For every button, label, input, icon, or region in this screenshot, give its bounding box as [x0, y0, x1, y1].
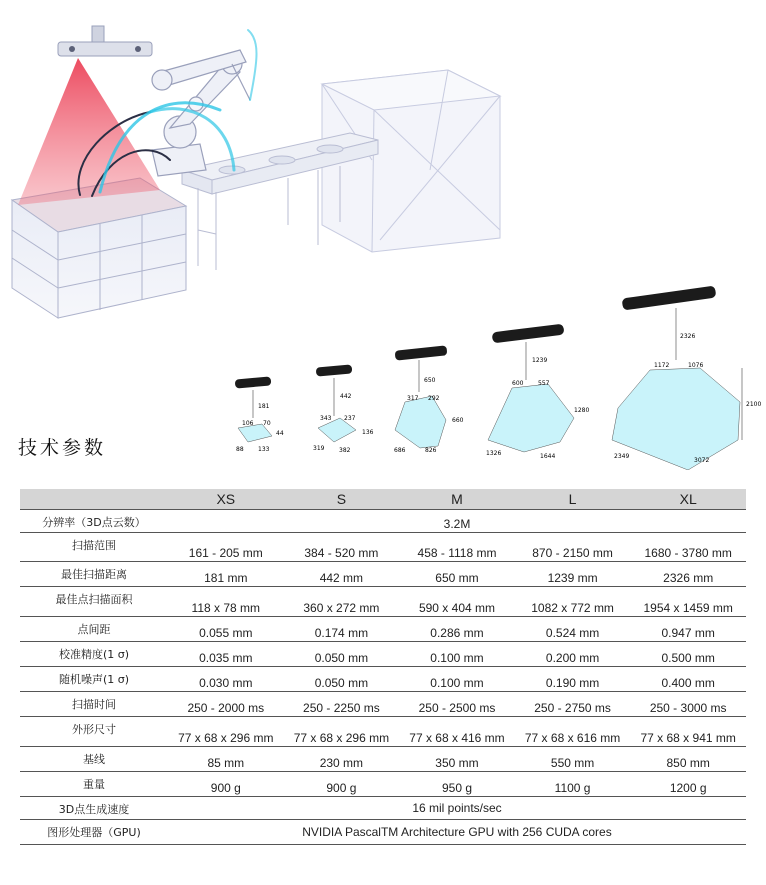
cell-l: 870 - 2150 mm: [515, 532, 631, 561]
cell-xs: 85 mm: [168, 746, 284, 771]
cell-xl: 850 mm: [630, 746, 746, 771]
cell-xs: 181 mm: [168, 561, 284, 586]
header-xl: XL: [630, 489, 746, 509]
s-top-d: 237: [344, 415, 356, 422]
s-standoff: 442: [340, 393, 352, 400]
size-diagram-xl: [612, 286, 761, 470]
spec-row-optimal-area: [20, 586, 746, 616]
header-s: S: [284, 489, 400, 509]
size-diagram-xs: [235, 376, 284, 453]
xs-top-d: 70: [263, 420, 271, 427]
size-diagram-s: [313, 364, 374, 454]
row-label: 最佳扫描距离: [20, 561, 168, 586]
row-label: 随机噪声(1 σ): [20, 666, 168, 691]
spec-row-calibration-accuracy: [20, 641, 746, 666]
cell-m: 0.100 mm: [399, 666, 515, 691]
m-standoff: 650: [424, 377, 436, 384]
row-label: 图形处理器（GPU): [20, 819, 168, 844]
l-top-w: 600: [512, 380, 524, 387]
cell-xs: 250 - 2000 ms: [168, 691, 284, 716]
spec-row-gpu: [20, 819, 746, 844]
scanner-xs-icon: [235, 376, 272, 388]
l-standoff: 1239: [532, 357, 548, 364]
ceiling-scanner: [58, 26, 152, 56]
l-bot-d: 1644: [540, 453, 556, 460]
xs-standoff: 181: [258, 403, 270, 410]
spec-row-point-speed: [20, 796, 746, 819]
xl-height: 2100: [746, 401, 762, 408]
spec-header-row: [20, 489, 746, 509]
row-label: 扫描时间: [20, 691, 168, 716]
scanner-s-icon: [316, 364, 353, 376]
section-title: 技术参数: [18, 437, 107, 459]
l-bot-w: 1326: [486, 450, 502, 457]
row-label: 重量: [20, 771, 168, 796]
cell-l: 0.200 mm: [515, 641, 631, 666]
laser-projection: [18, 58, 160, 205]
spec-row-scan-range: [20, 532, 746, 561]
cell-xl: 0.500 mm: [630, 641, 746, 666]
cell-s: 442 mm: [284, 561, 400, 586]
size-diagram-m: [394, 345, 464, 454]
cell-xl: 0.947 mm: [630, 616, 746, 641]
m-top-d: 292: [428, 395, 440, 402]
row-label: 外形尺寸: [20, 716, 168, 746]
cell-xl: 2326 mm: [630, 561, 746, 586]
row-label: 3D点生成速度: [20, 796, 168, 819]
cell-m: 590 x 404 mm: [399, 586, 515, 616]
header-blank: [20, 489, 168, 509]
cell-xl: 1680 - 3780 mm: [630, 532, 746, 561]
cell-xl: 1200 g: [630, 771, 746, 796]
cell-l: 1239 mm: [515, 561, 631, 586]
cell-xl: 250 - 3000 ms: [630, 691, 746, 716]
cell-xs: 900 g: [168, 771, 284, 796]
cell-m: 77 x 68 x 416 mm: [399, 716, 515, 746]
cell-xs: 0.035 mm: [168, 641, 284, 666]
cell-xs: 77 x 68 x 296 mm: [168, 716, 284, 746]
cell-l: 1082 x 772 mm: [515, 586, 631, 616]
row-label: 校准精度(1 σ): [20, 641, 168, 666]
cell-l: 0.524 mm: [515, 616, 631, 641]
cell-s: 250 - 2250 ms: [284, 691, 400, 716]
spec-row-baseline: [20, 746, 746, 771]
header-m: M: [399, 489, 515, 509]
row-label: 分辨率（3D点云数）: [20, 509, 168, 532]
spec-row-point-spacing: [20, 616, 746, 641]
scanner-size-diagrams: [215, 280, 766, 470]
xl-bot-d: 3072: [694, 457, 710, 464]
xs-top-w: 106: [242, 420, 254, 427]
spec-row-optimal-distance: [20, 561, 746, 586]
row-label: 扫描范围: [20, 532, 168, 561]
xs-bot-w: 88: [236, 446, 244, 453]
row-value-span: NVIDIA PascalTM Architecture GPU with 256 CUDA cores: [168, 819, 746, 844]
cell-s: 0.050 mm: [284, 666, 400, 691]
spec-row-random-noise: [20, 666, 746, 691]
cell-l: 1100 g: [515, 771, 631, 796]
scanner-m-icon: [395, 345, 448, 360]
cell-l: 77 x 68 x 616 mm: [515, 716, 631, 746]
cell-xs: 161 - 205 mm: [168, 532, 284, 561]
l-height: 1280: [574, 407, 590, 414]
cell-m: 350 mm: [399, 746, 515, 771]
cell-m: 0.100 mm: [399, 641, 515, 666]
spec-row-scan-time: [20, 691, 746, 716]
m-bot-d: 826: [425, 447, 437, 454]
cell-s: 230 mm: [284, 746, 400, 771]
xl-standoff: 2326: [680, 333, 696, 340]
cell-m: 0.286 mm: [399, 616, 515, 641]
spec-table: [20, 489, 746, 845]
cell-s: 77 x 68 x 296 mm: [284, 716, 400, 746]
m-height: 660: [452, 417, 464, 424]
cell-s: 360 x 272 mm: [284, 586, 400, 616]
s-bot-d: 382: [339, 447, 351, 454]
cell-l: 250 - 2750 ms: [515, 691, 631, 716]
cell-xs: 0.030 mm: [168, 666, 284, 691]
cell-s: 0.050 mm: [284, 641, 400, 666]
m-bot-w: 686: [394, 447, 406, 454]
cell-xl: 1954 x 1459 mm: [630, 586, 746, 616]
cell-xs: 118 x 78 mm: [168, 586, 284, 616]
s-bot-w: 319: [313, 445, 325, 452]
row-value-span: 3.2M: [168, 509, 746, 532]
row-value-span: 16 mil points/sec: [168, 796, 746, 819]
cell-xl: 77 x 68 x 941 mm: [630, 716, 746, 746]
header-l: L: [515, 489, 631, 509]
l-top-d: 557: [538, 380, 550, 387]
cell-s: 900 g: [284, 771, 400, 796]
xs-bot-d: 133: [258, 446, 270, 453]
cell-xl: 0.400 mm: [630, 666, 746, 691]
cell-xs: 0.055 mm: [168, 616, 284, 641]
header-xs: XS: [168, 489, 284, 509]
cell-m: 250 - 2500 ms: [399, 691, 515, 716]
xl-top-w: 1172: [654, 362, 670, 369]
row-label: 基线: [20, 746, 168, 771]
cell-l: 550 mm: [515, 746, 631, 771]
m-top-w: 317: [407, 395, 419, 402]
row-label: 点间距: [20, 616, 168, 641]
cell-l: 0.190 mm: [515, 666, 631, 691]
xl-top-d: 1076: [688, 362, 704, 369]
spec-row-weight: [20, 771, 746, 796]
cell-m: 458 - 1118 mm: [399, 532, 515, 561]
scanner-xl-icon: [622, 286, 717, 311]
scanner-l-icon: [492, 324, 565, 344]
cell-s: 384 - 520 mm: [284, 532, 400, 561]
cell-s: 0.174 mm: [284, 616, 400, 641]
row-label: 最佳点扫描面积: [20, 586, 168, 616]
spec-row-dimensions: [20, 716, 746, 746]
xs-height: 44: [276, 430, 284, 437]
s-height: 136: [362, 429, 374, 436]
size-diagram-l: [486, 324, 589, 460]
s-top-w: 343: [320, 415, 332, 422]
cell-m: 650 mm: [399, 561, 515, 586]
cell-m: 950 g: [399, 771, 515, 796]
xl-bot-w: 2349: [614, 453, 630, 460]
spec-row-resolution: [20, 509, 746, 532]
